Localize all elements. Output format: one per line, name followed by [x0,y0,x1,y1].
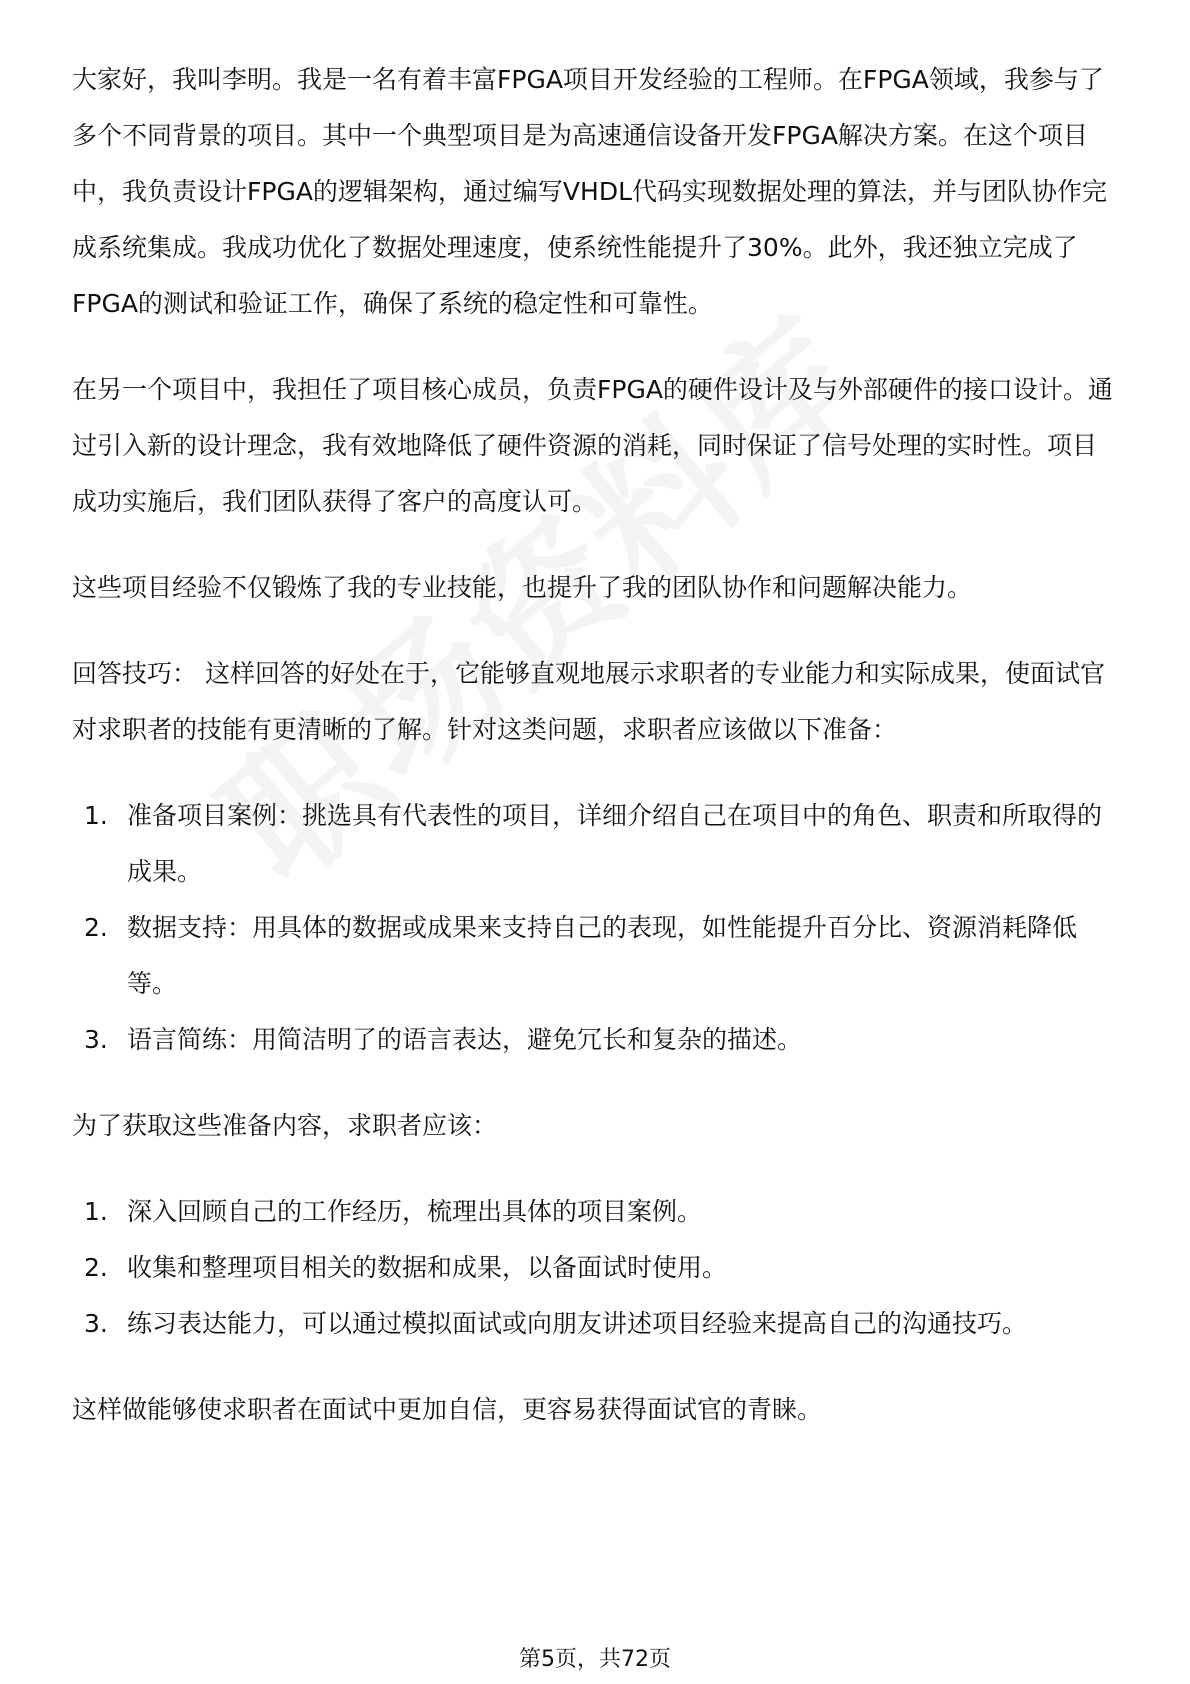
list-item-text: 数据支持：用具体的数据或成果来支持自己的表现，如性能提升百分比、资源消耗降低等。 [127,913,1078,998]
list-item-number: 1. [84,801,108,830]
list-item-number: 1. [84,1197,108,1226]
list-item-text: 深入回顾自己的工作经历，梳理出具体的项目案例。 [127,1197,703,1226]
list-item-text: 语言简练：用简洁明了的语言表达，避免冗长和复杂的描述。 [127,1025,803,1054]
list-item [72,1296,1118,1352]
action-list [72,1184,1118,1352]
summary-paragraph: 这些项目经验不仅锻炼了我的专业技能，也提升了我的团队协作和问题解决能力。 [72,573,973,602]
list-item-text: 准备项目案例：挑选具有代表性的项目，详细介绍自己在项目中的角色、职责和所取得的成果。 [127,801,1103,886]
list-item-number: 3. [84,1025,108,1054]
preparation-list [72,788,1118,1068]
second-project-paragraph: 在另一个项目中，我担任了项目核心成员，负责FPGA的硬件设计及与外部硬件的接口设计。通过引入新的设计理念，我有效地降低了硬件资源的消耗，同时保证了信号处理的实时性。项目成功实施后，我们团队获得了客户的高度认可。 [72,375,1113,516]
list-item [72,788,1118,900]
list-item-number: 2. [84,913,108,942]
list-item [72,900,1118,1012]
list-item-text: 练习表达能力，可以通过模拟面试或向朋友讲述项目经验来提高自己的沟通技巧。 [127,1309,1028,1338]
closing-paragraph: 这样做能够使求职者在面试中更加自信，更容易获得面试官的青睐。 [72,1395,823,1424]
list-item-text: 收集和整理项目相关的数据和成果，以备面试时使用。 [127,1253,728,1282]
list-item-number: 3. [84,1309,108,1338]
list-item [72,1240,1118,1296]
list-item [72,1012,1118,1068]
tips-paragraph: 回答技巧： 这样回答的好处在于，它能够直观地展示求职者的专业能力和实际成果，使面试官对求职者的技能有更清晰的了解。针对这类问题，求职者应该做以下准备： [72,659,1105,744]
list-item-number: 2. [84,1253,108,1282]
list-item [72,1184,1118,1240]
intro-paragraph: 大家好，我叫李明。我是一名有着丰富FPGA项目开发经验的工程师。在FPGA领域，我参与了多个不同背景的项目。其中一个典型项目是为高速通信设备开发FPGA解决方案。在这个项目中，我负责设计FPGA的逻辑架构，通过编写VHDL代码实现数据处理的算法，并与团队协作完成系统集成。我成功优化了数据处理速度，使系统性能提升了30%。此外，我还独立完成了FPGA的测试和验证工作，确保了系统的稳定性和可靠性。 [72,65,1108,318]
page-number: 第5页，共72页 [519,1647,671,1672]
how-to-paragraph: 为了获取这些准备内容，求职者应该： [72,1111,498,1140]
